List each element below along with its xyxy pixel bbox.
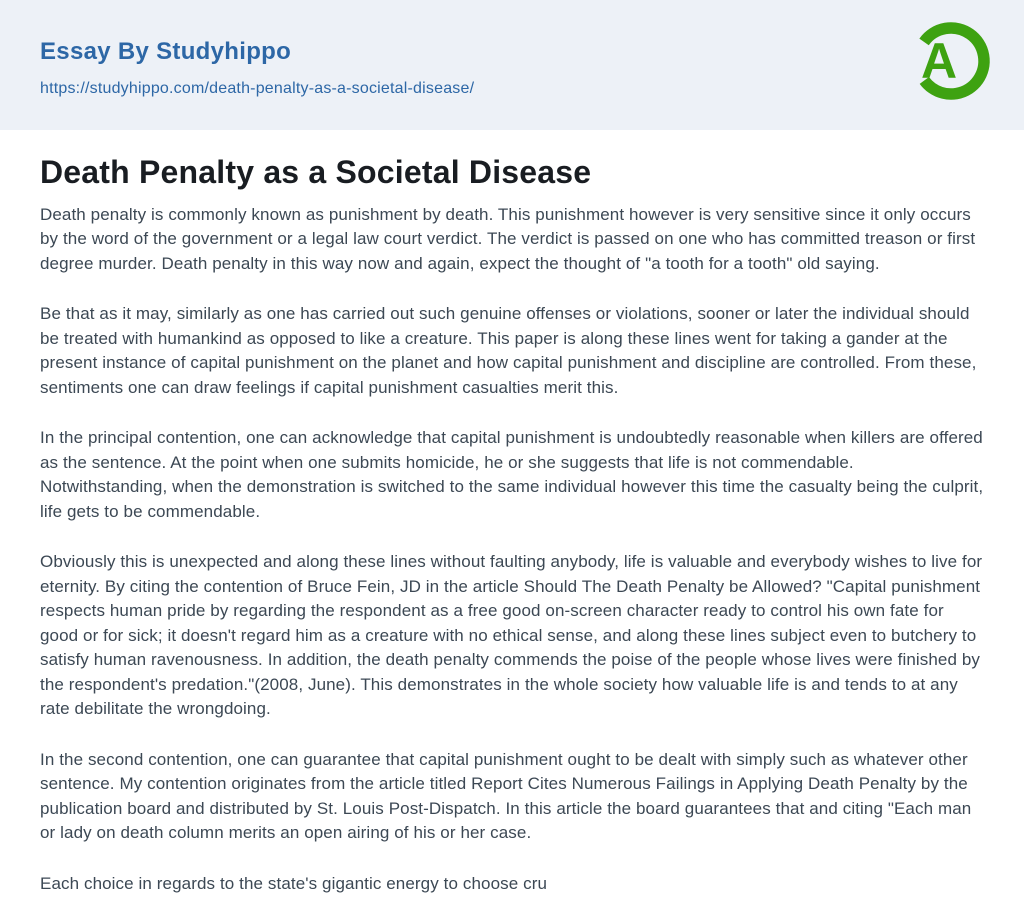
- essay-content: [0, 130, 1024, 896]
- essay-paragraph: In the principal contention, one can acknowledge that capital punishment is undoubtedly reasonable when killers are offered as the sentence. At the point when one submits homicide, he or she suggests that life is not commendable. Notwithstanding, when the demonstration is switched to the same individual however this time the casualty being the culprit, life gets to be commendable.: [40, 428, 984, 521]
- site-title: Essay By Studyhippo: [40, 38, 292, 65]
- essay-paragraph: Each choice in regards to the state's gigantic energy to choose cru: [40, 873, 548, 893]
- essay-title: Death Penalty as a Societal Disease: [40, 154, 592, 190]
- logo-letter: A: [920, 33, 958, 89]
- essay-paragraph: Obviously this is unexpected and along these lines without faulting anybody, life is valuable and everybody wishes to live for eternity. By citing the contention of Bruce Fein, JD in the article Should The Death Penalty be Allowed? "Capital punishment respects human pride by regarding the respondent as a free good on-screen character ready to control his own fate for good or for sick; it doesn't regard him as a creature with no ethical sense, and along these lines subject even to butchery to satisfy human ravenousness. In addition, the death penalty commends the poise of the people whose lives were finished by the respondent's predation."(2008, June). This demonstrates in the whole society how valuable life is and tends to at any rate debilitate the wrongdoing.: [40, 552, 983, 719]
- studyhippo-logo-icon: [909, 19, 993, 103]
- essay-url-link[interactable]: https://studyhippo.com/death-penalty-as-a-societal-disease/: [40, 80, 475, 97]
- essay-paragraph: Be that as it may, similarly as one has carried out such genuine offenses or violations, sooner or later the individual should be treated with humankind as opposed to like a creature. This paper is along these lines went for taking a gander at the present instance of capital punishment on the planet and how capital punishment and discipline are controlled. From these, sentiments one can draw feelings if capital punishment casualties merit this.: [40, 304, 977, 397]
- essay-paragraph: In the second contention, one can guarantee that capital punishment ought to be dealt with simply such as whatever other sentence. My contention originates from the article titled Report Cites Numerous Failings in Applying Death Penalty by the publication board and distributed by St. Louis Post-Dispatch. In this article the board guarantees that and citing "Each man or lady on death column merits an open airing of his or her case.: [40, 749, 972, 843]
- page-header: [0, 0, 1024, 130]
- essay-paragraph: Death penalty is commonly known as punishment by death. This punishment however is very sensitive since it only occurs by the word of the government or a legal law court verdict. The verdict is passed on one who has committed treason or first degree murder. Death penalty in this way now and again, expect the thought of "a tooth for a tooth" old saying.: [40, 204, 976, 273]
